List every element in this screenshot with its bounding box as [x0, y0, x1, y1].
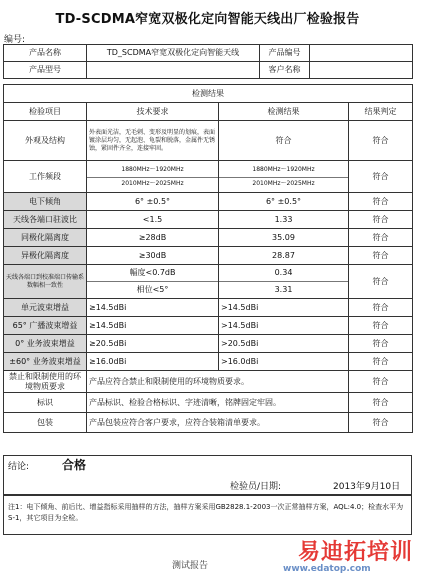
table-row	[4, 413, 413, 433]
serial-label: 编号:	[4, 35, 26, 45]
inspector-label: 检验员/日期:	[230, 482, 282, 492]
row-requirement: 产品包装应符合客户要求，应符合装箱清单要求。	[87, 413, 349, 433]
freq-result-2: 2010MHz～2025MHz	[219, 177, 348, 188]
row-item: 0° 业务波束增益	[4, 335, 87, 353]
row-verdict: 符合	[349, 193, 413, 211]
row-verdict: 符合	[349, 335, 413, 353]
table-row	[4, 299, 413, 317]
note-box: 注1：电下倾角、前后比、增益指标采用抽样的方法，抽样方案采用GB2828.1-2003一次正常抽样方案，AQL:4.0；检查水平为S-1，其它项目为全检。	[3, 495, 412, 535]
table-row	[4, 211, 413, 229]
table-row	[4, 353, 413, 371]
row-item: 禁止和限制使用的环境物质要求	[4, 371, 87, 393]
row-verdict: 符合	[349, 265, 413, 299]
row-verdict: 符合	[349, 121, 413, 161]
row-requirement	[87, 161, 219, 193]
row-result: 28.87	[219, 247, 349, 265]
row-result: 符合	[219, 121, 349, 161]
row-item: 包装	[4, 413, 87, 433]
freq-range-2: 2010MHz～2025MHz	[87, 177, 218, 188]
row-verdict: 符合	[349, 413, 413, 433]
row-result: >14.5dBi	[219, 317, 349, 335]
phase-req: 相位<5°	[136, 285, 169, 294]
row-item: 天线各端口到校准端口传输系数幅相一致性	[4, 265, 87, 299]
row-requirement: 产品标识、检验合格标识、字迹清晰，铭牌固定牢固。	[87, 393, 349, 413]
col-req-header: 技术要求	[87, 103, 219, 121]
product-no-value	[310, 45, 413, 62]
watermark-logo-text: 易迪拓培训	[298, 540, 414, 565]
row-requirement: ≥16.0dBi	[87, 353, 219, 371]
row-result	[219, 161, 349, 193]
table-row	[4, 161, 413, 193]
col-item-header: 检验项目	[4, 103, 87, 121]
inspection-date: 2013年9月10日	[333, 482, 401, 492]
product-name-value: TD_SCDMA窄宽双极化定向智能天线	[87, 45, 260, 62]
freq-range-1: 1880MHz～1920MHz	[121, 165, 184, 173]
model-label: 产品型号	[4, 62, 87, 79]
row-requirement: 外表面光洁，无毛刺、变形及明显的划痕，表面镀涂层均匀，无起泡、龟裂和脱落，金属件无锈蚀，紧固件齐全，连接牢固。	[87, 121, 219, 161]
row-result: 1.33	[219, 211, 349, 229]
footer-band	[0, 532, 423, 583]
row-result: >20.5dBi	[219, 335, 349, 353]
product-name-label: 产品名称	[4, 45, 87, 62]
amplitude-result: 0.34	[219, 265, 348, 282]
phase-result: 3.31	[274, 285, 293, 294]
report-title: TD-SCDMA窄宽双极化定向智能天线出厂检验报告	[55, 12, 360, 27]
row-requirement: <1.5	[87, 211, 219, 229]
amplitude-req: 幅度<0.7dB	[87, 265, 218, 282]
row-item: 外观及结构	[4, 121, 87, 161]
table-row	[4, 247, 413, 265]
row-item: 标识	[4, 393, 87, 413]
conclusion-value: 合格	[62, 458, 87, 472]
info-table	[3, 44, 413, 79]
row-item: 同极化隔离度	[4, 229, 87, 247]
image-caption: 测试报告	[172, 561, 209, 571]
product-no-label: 产品编号	[260, 45, 310, 62]
results-header: 检测结果	[4, 85, 413, 103]
col-result-header: 检测结果	[219, 103, 349, 121]
table-row	[4, 121, 413, 161]
row-item: ±60° 业务波束增益	[4, 353, 87, 371]
row-verdict: 符合	[349, 229, 413, 247]
row-verdict: 符合	[349, 393, 413, 413]
row-verdict: 符合	[349, 211, 413, 229]
table-row	[4, 335, 413, 353]
row-requirement: ≥14.5dBi	[87, 317, 219, 335]
row-verdict: 符合	[349, 353, 413, 371]
row-item: 工作频段	[4, 161, 87, 193]
watermark-url: www.edatop.com	[283, 564, 371, 574]
row-item: 异极化隔离度	[4, 247, 87, 265]
row-verdict: 符合	[349, 371, 413, 393]
report-sheet	[3, 4, 412, 524]
col-verdict-header: 结果判定	[349, 103, 413, 121]
row-result: >14.5dBi	[219, 299, 349, 317]
table-row	[4, 393, 413, 413]
row-requirement: 产品应符合禁止和限制使用的环境物质要求。	[87, 371, 349, 393]
table-row	[4, 193, 413, 211]
row-requirement: ≥14.5dBi	[87, 299, 219, 317]
row-requirement: 6° ±0.5°	[87, 193, 219, 211]
row-verdict: 符合	[349, 247, 413, 265]
row-verdict: 符合	[349, 161, 413, 193]
row-requirement: ≥20.5dBi	[87, 335, 219, 353]
customer-label: 客户名称	[260, 62, 310, 79]
row-verdict: 符合	[349, 317, 413, 335]
row-requirement: ≥30dB	[87, 247, 219, 265]
row-item: 65° 广播波束增益	[4, 317, 87, 335]
row-result: >16.0dBi	[219, 353, 349, 371]
row-item: 电下倾角	[4, 193, 87, 211]
row-requirement: ≥28dB	[87, 229, 219, 247]
row-result: 6° ±0.5°	[219, 193, 349, 211]
row-verdict: 符合	[349, 299, 413, 317]
row-result: 35.09	[219, 229, 349, 247]
model-value	[87, 62, 260, 79]
row-item: 天线各端口驻波比	[4, 211, 87, 229]
results-table	[3, 84, 413, 433]
conclusion-box	[3, 455, 412, 495]
table-row	[4, 229, 413, 247]
customer-value	[310, 62, 413, 79]
row-result	[219, 265, 349, 299]
table-row	[4, 371, 413, 393]
conclusion-label: 结论:	[8, 462, 30, 472]
row-item: 单元波束增益	[4, 299, 87, 317]
row-requirement	[87, 265, 219, 299]
table-row	[4, 265, 413, 299]
freq-result-1: 1880MHz～1920MHz	[252, 165, 315, 173]
table-row	[4, 317, 413, 335]
